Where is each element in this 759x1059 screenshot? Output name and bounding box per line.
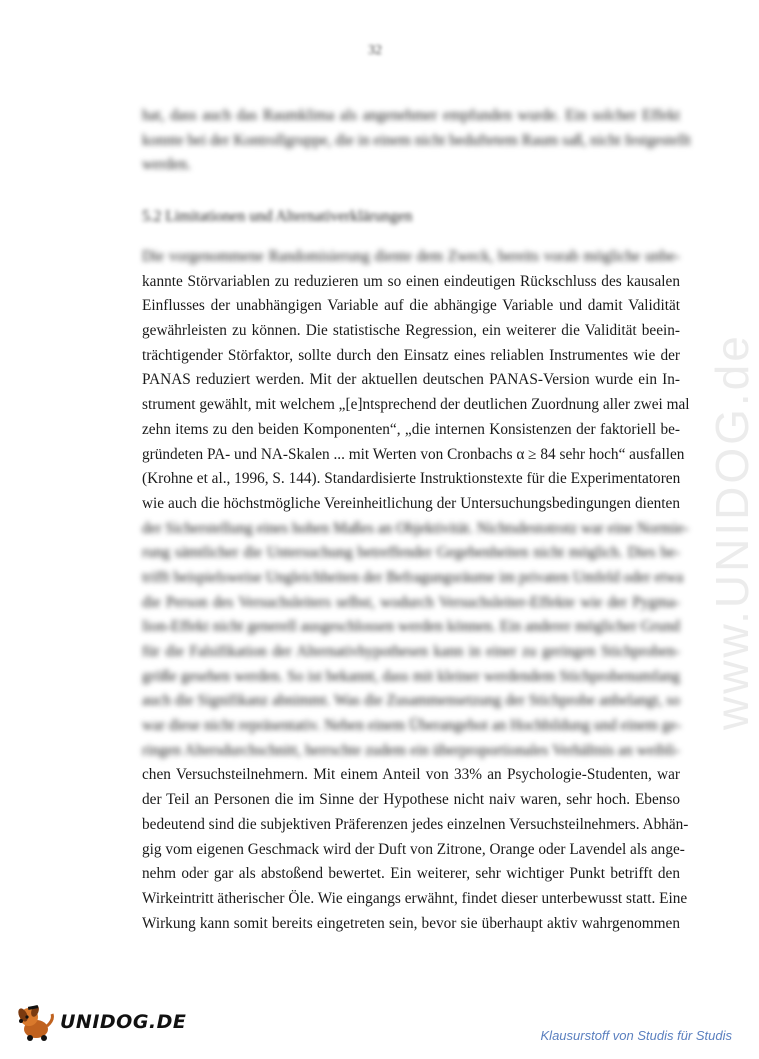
text-line: kannte Störvariablen zu reduzieren um so einen eindeutigen Rückschluss des kausalen bbox=[142, 272, 680, 290]
text-line: lion-Effekt nicht generell ausgeschlossen werden können. Ein anderer möglicher Grund bbox=[142, 618, 680, 636]
page-number: 32 bbox=[368, 43, 382, 58]
text-line: zehn items zu den beiden Komponenten“, „die internen Konsistenzen der faktoriell be- bbox=[142, 420, 680, 438]
intro-paragraph bbox=[142, 104, 691, 178]
text-line: auch die Signifikanz abnimmt. Was die Zusammensetzung der Stichprobe anbelangt, so bbox=[142, 692, 680, 710]
text-line: Einflusses der unabhängigen Variable auf die abhängige Variable und damit Validität bbox=[142, 297, 680, 315]
footer-tagline: Klausurstoff von Studis für Studis bbox=[540, 1028, 732, 1043]
text-line: Wirkung kann somit bereits eingetreten sein, bevor sie überhaupt aktiv wahrgenommen bbox=[142, 914, 680, 932]
text-line: gig vom eigenen Geschmack wird der Duft von Zitrone, Orange oder Lavendel als ange- bbox=[142, 840, 685, 858]
text-line: für die Falsifikation der Alternativhypothesen kann in einer zu geringen Stichproben- bbox=[142, 643, 680, 660]
logo-text: UNIDOG.DE bbox=[60, 1011, 187, 1033]
text-line: trächtigender Störfaktor, sollte durch den Einsatz eines reliablen Instrumentes wie der bbox=[142, 346, 680, 364]
text-line: strument gewählt, mit welchem „[e]ntsprechend der deutlichen Zuordnung aller zwei mal bbox=[142, 396, 690, 414]
text-line: trifft beispielsweise Ungleichheiten der Befragungsräume im privaten Umfeld oder etwa bbox=[142, 568, 684, 586]
text-line: gründeten PA- und NA-Skalen ... mit Werten von Cronbachs α ≥ 84 sehr hoch“ ausfallen bbox=[142, 445, 685, 463]
text-line: nehm oder gar als abstoßend bewertet. Ein weiterer, sehr wichtiger Punkt betrifft den bbox=[142, 865, 680, 883]
text-line: werden. bbox=[142, 156, 191, 174]
footer-logo[interactable] bbox=[14, 1002, 186, 1042]
text-line: rung sämtlicher die Untersuchung betreffender Gegebenheiten nicht möglich. Dies be- bbox=[142, 544, 680, 562]
text-line: der Teil an Personen die im Sinne der Hypothese nicht naiv waren, sehr hoch. Ebenso bbox=[142, 791, 680, 809]
text-line: bedeutend sind die subjektiven Präferenzen jedes einzelnen Versuchsteilnehmers. Abhän- bbox=[142, 815, 689, 833]
text-line: PANAS reduziert werden. Mit der aktuellen deutschen PANAS-Version wurde ein In- bbox=[142, 371, 680, 389]
text-line: ringen Altersdurchschnitt, herrschte zudem ein überproportionales Verhältnis an weibli- bbox=[142, 741, 680, 759]
text-line: Wirkeintritt ätherischer Öle. Wie eingangs erwähnt, findet dieser unterbewusst statt. Eine bbox=[142, 889, 688, 907]
text-line: war diese nicht repräsentativ. Neben einem Überangebot an Hochbildung und einem ge- bbox=[142, 717, 682, 735]
text-line: konnte bei der Kontrollgruppe, die in einem nicht beduftetem Raum saß, nicht festgestellt bbox=[142, 131, 691, 149]
text-line: chen Versuchsteilnehmern. Mit einem Anteil von 33% an Psychologie-Studenten, war bbox=[142, 766, 680, 784]
watermark: www.UNIDOG.de bbox=[706, 333, 758, 730]
text-line: größe gesehen werden. So ist bekannt, dass mit kleiner werdendem Stichprobenumfang bbox=[142, 667, 680, 685]
main-paragraph bbox=[142, 245, 690, 936]
text-line: (Krohne et al., 1996, S. 144). Standardisierte Instruktionstexte für die Experimentatoren bbox=[142, 470, 681, 488]
text-line: hat, dass auch das Raumklima als angenehmer empfunden wurde. Ein solcher Effekt bbox=[142, 107, 680, 124]
text-line: die Person des Versuchsleiters selbst, wodurch Versuchsleiter-Effekte wie der Pygma- bbox=[142, 593, 680, 611]
text-line: wie auch die höchstmögliche Vereinheitlichung der Untersuchungsbedingungen dienten bbox=[142, 494, 680, 512]
text-line: der Sicherstellung eines hohen Maßes an Objektivität. Nichtsdestotrotz war eine Normie- bbox=[142, 519, 689, 537]
text-line: Die vorgenommene Randomisierung diente dem Zweck, bereits vorab mögliche unbe- bbox=[142, 248, 680, 265]
text-line: gewährleisten zu können. Die statistische Regression, ein weiterer die Validität beein- bbox=[142, 322, 680, 340]
dog-mascot-icon bbox=[14, 1002, 58, 1042]
section-heading: 5.2 Limitationen und Alternativerklärungen bbox=[142, 208, 413, 225]
